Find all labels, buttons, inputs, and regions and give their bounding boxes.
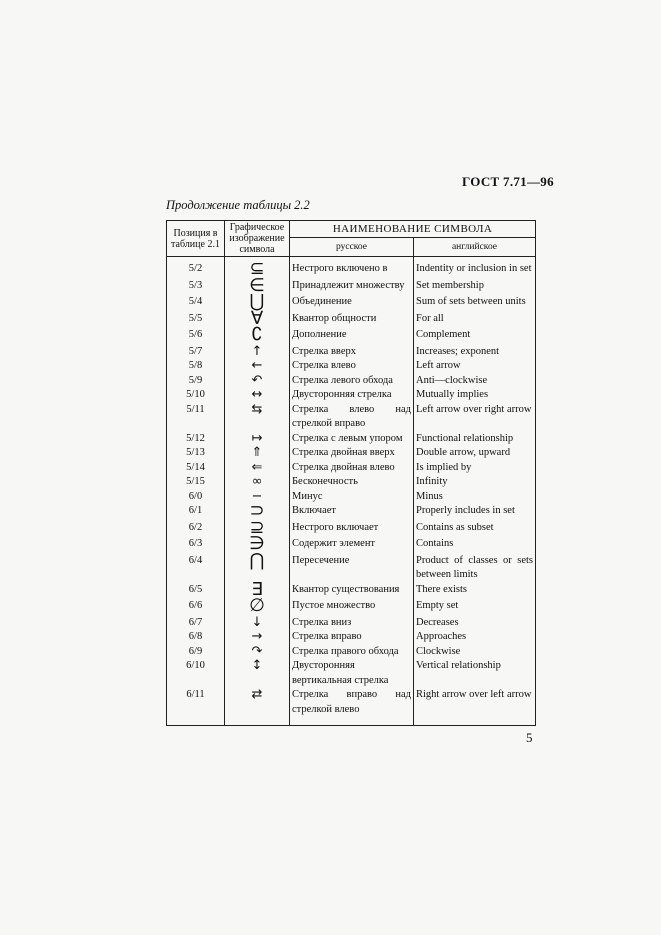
table-row	[167, 521, 536, 538]
symbol-glyph: ↶	[251, 372, 263, 388]
cell-symbol-image	[225, 688, 290, 726]
cell-symbol-image	[225, 345, 290, 360]
cell-english-name: For all	[414, 312, 536, 329]
cell-english-name: Left arrow	[414, 359, 536, 374]
symbol-glyph: ⊇	[249, 516, 265, 538]
cell-english-name: Clockwise	[414, 645, 536, 660]
table-row	[167, 345, 536, 360]
cell-english-name: Anti—clockwise	[414, 374, 536, 389]
cell-symbol-image	[225, 645, 290, 660]
cell-russian-name: Пустое множество	[290, 599, 414, 616]
symbol-glyph: ↕	[251, 658, 263, 673]
cell-russian-name: Бесконечность	[290, 475, 414, 490]
cell-position: 5/12	[167, 432, 225, 447]
cell-symbol-image	[225, 359, 290, 374]
header-symbol-name: НАИМЕНОВАНИЕ СИМВОЛА	[290, 221, 536, 238]
symbol-glyph: ↑	[251, 343, 263, 359]
cell-position: 6/9	[167, 645, 225, 660]
symbol-glyph: ∃	[251, 578, 263, 600]
table-row	[167, 359, 536, 374]
symbol-glyph: −	[251, 488, 263, 504]
cell-russian-name: Квантор общности	[290, 312, 414, 329]
cell-position: 5/10	[167, 388, 225, 403]
cell-symbol-image	[225, 630, 290, 645]
cell-position: 5/6	[167, 328, 225, 345]
page-number: 5	[526, 730, 533, 745]
cell-position: 6/6	[167, 599, 225, 616]
cell-russian-name: Пересечение	[290, 554, 414, 583]
cell-position: 5/4	[167, 295, 225, 312]
cell-symbol-image	[225, 374, 290, 389]
symbol-glyph: ⇐	[251, 459, 263, 475]
symbol-glyph: ←	[251, 358, 263, 373]
symbol-glyph: ∈	[249, 274, 265, 296]
table-row	[167, 461, 536, 476]
cell-russian-name: Содержит элемент	[290, 537, 414, 554]
cell-english-name: Complement	[414, 328, 536, 345]
cell-position: 5/7	[167, 345, 225, 360]
cell-english-name: Mutually implies	[414, 388, 536, 403]
cell-position: 5/3	[167, 279, 225, 296]
table-row	[167, 659, 536, 688]
cell-symbol-image	[225, 388, 290, 403]
table-row	[167, 537, 536, 554]
cell-english-name: Left arrow over right arrow	[414, 403, 536, 432]
table-row	[167, 446, 536, 461]
cell-russian-name: Стрелка влево над стрелкой вправо	[290, 403, 414, 432]
cell-russian-name: Стрелка с левым упором	[290, 432, 414, 447]
table-row	[167, 279, 536, 296]
cell-symbol-image	[225, 461, 290, 476]
symbols-table	[166, 220, 536, 726]
header-image: Графическое изображение символа	[225, 221, 290, 257]
cell-position: 6/5	[167, 583, 225, 600]
cell-symbol-image	[225, 595, 290, 616]
table-row	[167, 599, 536, 616]
cell-symbol-image	[225, 324, 290, 345]
cell-russian-name: Стрелка двойная вверх	[290, 446, 414, 461]
cell-russian-name: Двусторонняя стрелка	[290, 388, 414, 403]
cell-position: 6/8	[167, 630, 225, 645]
table-row	[167, 645, 536, 660]
table-row	[167, 475, 536, 490]
table-caption: Продолжение таблицы 2.2	[166, 198, 310, 212]
cell-position: 5/5	[167, 312, 225, 329]
symbol-glyph: ⋂	[249, 549, 265, 571]
cell-position: 5/13	[167, 446, 225, 461]
cell-position: 6/7	[167, 616, 225, 631]
table-row	[167, 490, 536, 505]
cell-position: 6/11	[167, 688, 225, 726]
symbol-glyph: ⊃	[249, 500, 265, 521]
cell-russian-name: Квантор существования	[290, 583, 414, 600]
cell-russian-name: Нестрого включает	[290, 521, 414, 538]
symbol-glyph: ⇄	[251, 687, 263, 702]
header-russian: русское	[290, 238, 414, 257]
symbol-glyph: ↓	[251, 614, 263, 630]
cell-russian-name: Дополнение	[290, 328, 414, 345]
cell-position: 6/1	[167, 504, 225, 521]
table-row	[167, 312, 536, 329]
cell-symbol-image	[225, 475, 290, 490]
cell-symbol-image	[225, 659, 290, 688]
cell-english-name: Functional relationship	[414, 432, 536, 447]
cell-russian-name: Стрелка влево	[290, 359, 414, 374]
cell-russian-name: Включает	[290, 504, 414, 521]
cell-russian-name: Минус	[290, 490, 414, 505]
cell-english-name: Properly includes in set	[414, 504, 536, 521]
cell-position: 5/15	[167, 475, 225, 490]
symbol-glyph: ∋	[249, 533, 265, 554]
cell-position: 5/8	[167, 359, 225, 374]
cell-position: 5/11	[167, 403, 225, 432]
symbol-glyph: ↔	[251, 387, 263, 402]
cell-english-name: Minus	[414, 490, 536, 505]
table-body	[167, 257, 536, 726]
cell-english-name: Approaches	[414, 630, 536, 645]
cell-position: 6/10	[167, 659, 225, 688]
table-row	[167, 688, 536, 726]
table-row	[167, 374, 536, 389]
cell-symbol-image	[225, 403, 290, 432]
symbol-glyph: ∞	[251, 474, 263, 489]
table-row	[167, 630, 536, 645]
cell-symbol-image	[225, 446, 290, 461]
cell-position: 5/14	[167, 461, 225, 476]
cell-position: 6/4	[167, 554, 225, 583]
cell-russian-name: Стрелка правого обхода	[290, 645, 414, 660]
cell-position: 6/3	[167, 537, 225, 554]
cell-english-name: Vertical relationship	[414, 659, 536, 688]
symbol-glyph: ⋃	[249, 291, 265, 312]
cell-position: 6/2	[167, 521, 225, 538]
symbol-glyph: ⇆	[251, 401, 263, 417]
cell-english-name: Is implied by	[414, 461, 536, 476]
symbol-glyph: ∅	[249, 595, 265, 616]
table-row	[167, 554, 536, 583]
table-row	[167, 328, 536, 345]
standard-designation: ГОСТ 7.71—96	[462, 174, 554, 189]
table-row	[167, 257, 536, 279]
cell-russian-name: Принадлежит множеству	[290, 279, 414, 296]
table-row	[167, 504, 536, 521]
cell-russian-name: Стрелка вниз	[290, 616, 414, 631]
cell-english-name: Infinity	[414, 475, 536, 490]
cell-position: 6/0	[167, 490, 225, 505]
cell-english-name: Double arrow, upward	[414, 446, 536, 461]
cell-english-name: Empty set	[414, 599, 536, 616]
cell-position: 5/2	[167, 257, 225, 279]
cell-english-name: Increases; exponent	[414, 345, 536, 360]
symbol-glyph: ↦	[251, 430, 263, 446]
cell-english-name: Contains	[414, 537, 536, 554]
cell-russian-name: Нестрого включено в	[290, 257, 414, 279]
cell-russian-name: Объединение	[290, 295, 414, 312]
cell-russian-name: Стрелка вправо	[290, 630, 414, 645]
cell-english-name: Contains as subset	[414, 521, 536, 538]
table-row	[167, 388, 536, 403]
symbol-glyph: →	[251, 629, 263, 644]
cell-english-name: Sum of sets between units	[414, 295, 536, 312]
table-row	[167, 295, 536, 312]
header-position: Позиция в таблице 2.1	[167, 221, 225, 257]
cell-symbol-image	[225, 432, 290, 447]
symbol-glyph: ⊆	[249, 258, 265, 279]
cell-english-name: Right arrow over left arrow	[414, 688, 536, 726]
cell-position: 5/9	[167, 374, 225, 389]
cell-english-name: There exists	[414, 583, 536, 600]
cell-russian-name: Стрелка вправо над стрелкой влево	[290, 688, 414, 726]
table-row	[167, 432, 536, 447]
cell-english-name: Decreases	[414, 616, 536, 631]
table-row	[167, 616, 536, 631]
symbol-glyph: ∀	[250, 307, 264, 329]
header-english: английское	[414, 238, 536, 257]
cell-english-name: Set membership	[414, 279, 536, 296]
cell-english-name: Indentity or inclusion in set	[414, 257, 536, 279]
cell-russian-name: Стрелка двойная влево	[290, 461, 414, 476]
symbol-glyph: ⇑	[251, 445, 263, 460]
symbol-glyph: ∁	[251, 324, 263, 345]
table-row	[167, 403, 536, 432]
cell-russian-name: Стрелка вверх	[290, 345, 414, 360]
cell-russian-name: Стрелка левого обхода	[290, 374, 414, 389]
cell-russian-name: Двусторонняя вертикальная стрелка	[290, 659, 414, 688]
symbol-glyph: ↷	[251, 643, 263, 659]
table-row	[167, 583, 536, 600]
cell-english-name: Product of classes or sets between limits	[414, 554, 536, 583]
cell-symbol-image	[225, 616, 290, 631]
